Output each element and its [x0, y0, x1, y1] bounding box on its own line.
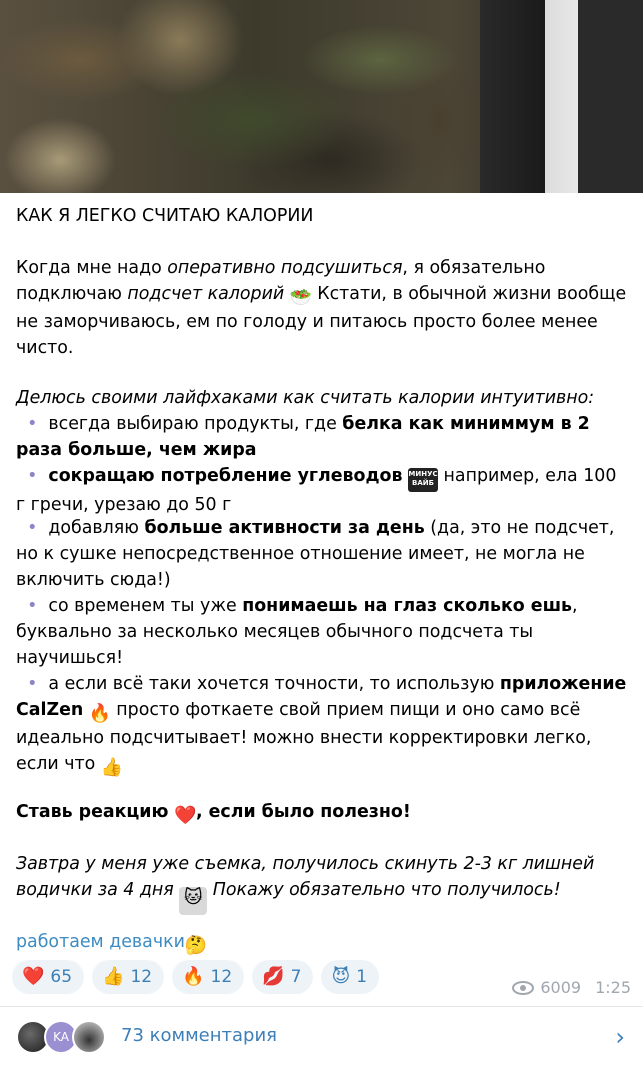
reaction-fire[interactable]: 🔥 12 [172, 960, 244, 994]
kiss-icon: 💋 [262, 966, 285, 987]
minus-vibe-sticker: МИНУС ВАЙБ [408, 468, 438, 492]
reaction-heart[interactable]: ❤️ 65 [12, 960, 84, 994]
hashtag-link[interactable]: работаем девачки🤔 [16, 932, 208, 956]
post-time: 1:25 [595, 978, 631, 997]
comments-bar[interactable] [0, 1007, 643, 1067]
fire-icon: 🔥 [88, 703, 112, 724]
thumbs-up-icon: 👍 [100, 757, 124, 778]
comments-link[interactable]: 73 комментария [121, 1025, 277, 1046]
devil-icon: 😈 [331, 966, 351, 987]
reactions-bar [12, 960, 379, 996]
reaction-kiss[interactable]: 💋 7 [252, 960, 313, 994]
list-item: • добавляю больше активности за день (да, это не подсчет, но к сушке непосредственное отношение имеет, не могла не включить сюда!) [16, 518, 615, 590]
paragraph-1: Когда мне надо оперативно подсушиться, я обязательно подключаю подсчет калорий 🥗 Кстати, в обычной жизни вообще не заморчиваюсь, ем по голоду и питаюсь просто более менее чисто. [16, 258, 627, 358]
call-to-action: Ставь реакцию ❤️, если было полезно! [16, 802, 411, 826]
reaction-thumbs-up[interactable]: 👍 12 [92, 960, 164, 994]
avatar [72, 1020, 106, 1054]
list-item: • со временем ты уже понимаешь на глаз сколько ешь, буквально за несколько месяцев обычного подсчета ты научишься! [16, 596, 578, 668]
view-count: 6009 [540, 978, 582, 997]
post-title: КАК Я ЛЕГКО СЧИТАЮ КАЛОРИИ [16, 206, 314, 226]
avatar-sticker-icon: 🐱 [179, 887, 207, 915]
list-item: • сокращаю потребление углеводов МИНУС ВАЙБ например, ела 100 г гречи, урезаю до 50 г [16, 466, 617, 515]
avatar: KA [44, 1020, 78, 1054]
tomorrow-note: Завтра у меня уже съемка, получилось скинуть 2-3 кг лишней водички за 4 дня 🐱 Покажу обязательно что получилось! [16, 851, 631, 915]
salad-icon: 🥗 [289, 287, 313, 308]
heart-icon: ❤️ [22, 966, 45, 987]
post-photo[interactable] [0, 0, 643, 193]
photo-dark-area [480, 0, 643, 193]
intro-line: Делюсь своими лайфхаками как считать калории интуитивно: [16, 388, 595, 408]
list-item: • всегда выбираю продукты, где белка как миниммум в 2 раза больше, чем жира [16, 414, 590, 460]
chevron-right-icon[interactable]: › [615, 1023, 625, 1051]
fire-icon: 🔥 [182, 966, 205, 987]
post-meta [512, 978, 631, 997]
reaction-devil[interactable]: 😈 1 [321, 960, 379, 994]
heart-icon: ❤️ [173, 805, 197, 826]
thinking-face-icon: 🤔 [184, 935, 208, 956]
thumbs-up-icon: 👍 [102, 966, 125, 987]
eye-icon [512, 981, 534, 995]
list-item: • а если всё таки хочется точности, то использую приложение CalZen 🔥 просто фоткаете свой прием пищи и оно само всё идеально подсчитывает! можно внести корректировки легко, если что 👍 [16, 674, 627, 778]
